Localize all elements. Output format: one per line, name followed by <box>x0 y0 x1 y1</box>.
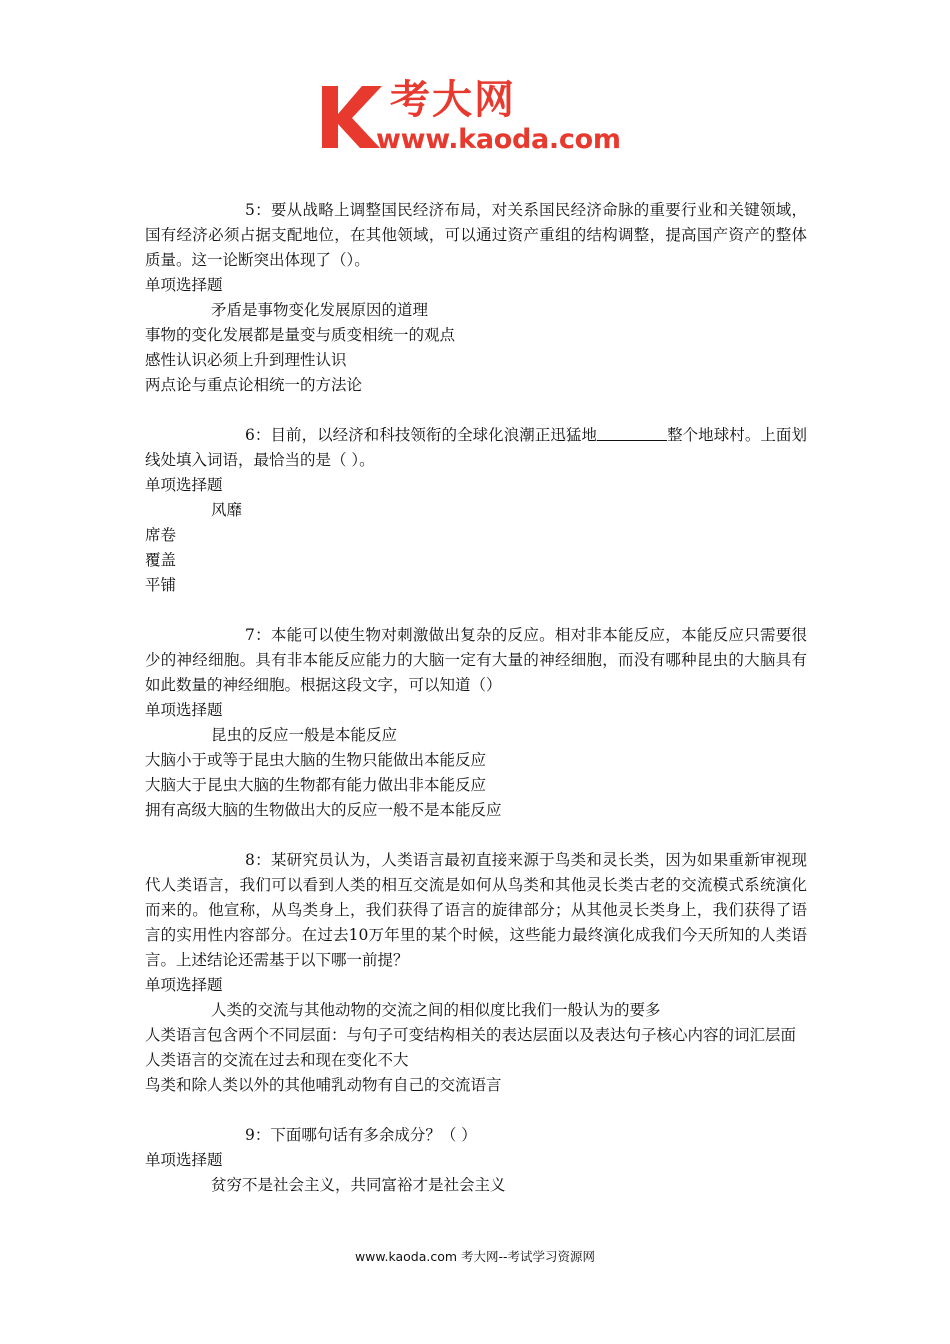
kaoda-logo <box>318 77 648 160</box>
option-d: 拥有高级大脑的生物做出大的反应一般不是本能反应 <box>145 801 502 819</box>
option-a: 风靡 <box>211 501 243 519</box>
question-list <box>145 198 807 1223</box>
option-a: 矛盾是事物变化发展原因的道理 <box>211 301 429 319</box>
fill-in-blank <box>597 426 667 441</box>
question-8 <box>145 848 807 1098</box>
question-type: 单项选择题 <box>145 701 223 719</box>
question-5 <box>145 198 807 398</box>
question-stem <box>145 423 807 473</box>
question-6 <box>145 423 807 598</box>
question-stem: 7：本能可以使生物对刺激做出复杂的反应。相对非本能反应，本能反应只需要很少的神经细胞。具有非本能反应能力的大脑一定有大量的神经细胞，而没有哪种昆虫的大脑具有如此数量的神经细胞。根据这段文字，可以知道（） <box>145 626 807 694</box>
logo-url-text: www.kaoda.com <box>376 124 621 155</box>
question-type: 单项选择题 <box>145 1151 223 1169</box>
option-a: 人类的交流与其他动物的交流之间的相似度比我们一般认为的要多 <box>211 1001 661 1019</box>
question-7 <box>145 623 807 823</box>
question-type: 单项选择题 <box>145 976 223 994</box>
stem-before-blank: 6：目前，以经济和科技领衔的全球化浪潮正迅猛地 <box>245 426 598 444</box>
option-b: 席卷 <box>145 526 177 544</box>
question-type: 单项选择题 <box>145 276 223 294</box>
option-d: 两点论与重点论相统一的方法论 <box>145 376 363 394</box>
question-stem: 5：要从战略上调整国民经济布局，对关系国民经济命脉的重要行业和关键领域，国有经济必须占据支配地位，在其他领域，可以通过资产重组的结构调整，提高国产资产的整体质量。这一论断突出体现了（）。 <box>145 201 807 269</box>
question-stem: 9：下面哪句话有多余成分？（ ） <box>245 1126 477 1144</box>
option-c: 人类语言的交流在过去和现在变化不大 <box>145 1051 409 1069</box>
question-9 <box>145 1123 807 1198</box>
stem-after-blank: 整个地球村。上面划线处填入词语，最恰当的是（ ）。 <box>145 426 807 469</box>
option-a: 昆虫的反应一般是本能反应 <box>211 726 398 744</box>
question-type: 单项选择题 <box>145 476 223 494</box>
question-stem: 8：某研究员认为，人类语言最初直接来源于鸟类和灵长类，因为如果重新审视现代人类语言，我们可以看到人类的相互交流是如何从鸟类和其他灵长类古老的交流模式系统演化而来的。他宣称，从鸟类身上，我们获得了语言的旋律部分；从其他灵长类身上，我们获得了语言的实用性内容部分。在过去10万年里的某个时候，这些能力最终演化成我们今天所知的人类语言。上述结论还需基于以下哪一前提？ <box>145 851 807 969</box>
option-a: 贫穷不是社会主义，共同富裕才是社会主义 <box>211 1176 506 1194</box>
option-c: 大脑大于昆虫大脑的生物都有能力做出非本能反应 <box>145 776 487 794</box>
option-c: 覆盖 <box>145 551 177 569</box>
option-d: 鸟类和除人类以外的其他哺乳动物有自己的交流语言 <box>145 1076 502 1094</box>
option-b: 事物的变化发展都是量变与质变相统一的观点 <box>145 326 456 344</box>
logo-chinese-text: 考大网 <box>390 77 516 123</box>
option-d: 平铺 <box>145 576 177 594</box>
page-footer: www.kaoda.com 考大网--考试学习资源网 <box>354 1249 596 1264</box>
option-b: 人类语言包含两个不同层面：与句子可变结构相关的表达层面以及表达句子核心内容的词汇层面 <box>145 1026 797 1044</box>
option-b: 大脑小于或等于昆虫大脑的生物只能做出本能反应 <box>145 751 487 769</box>
option-c: 感性认识必须上升到理性认识 <box>145 351 347 369</box>
